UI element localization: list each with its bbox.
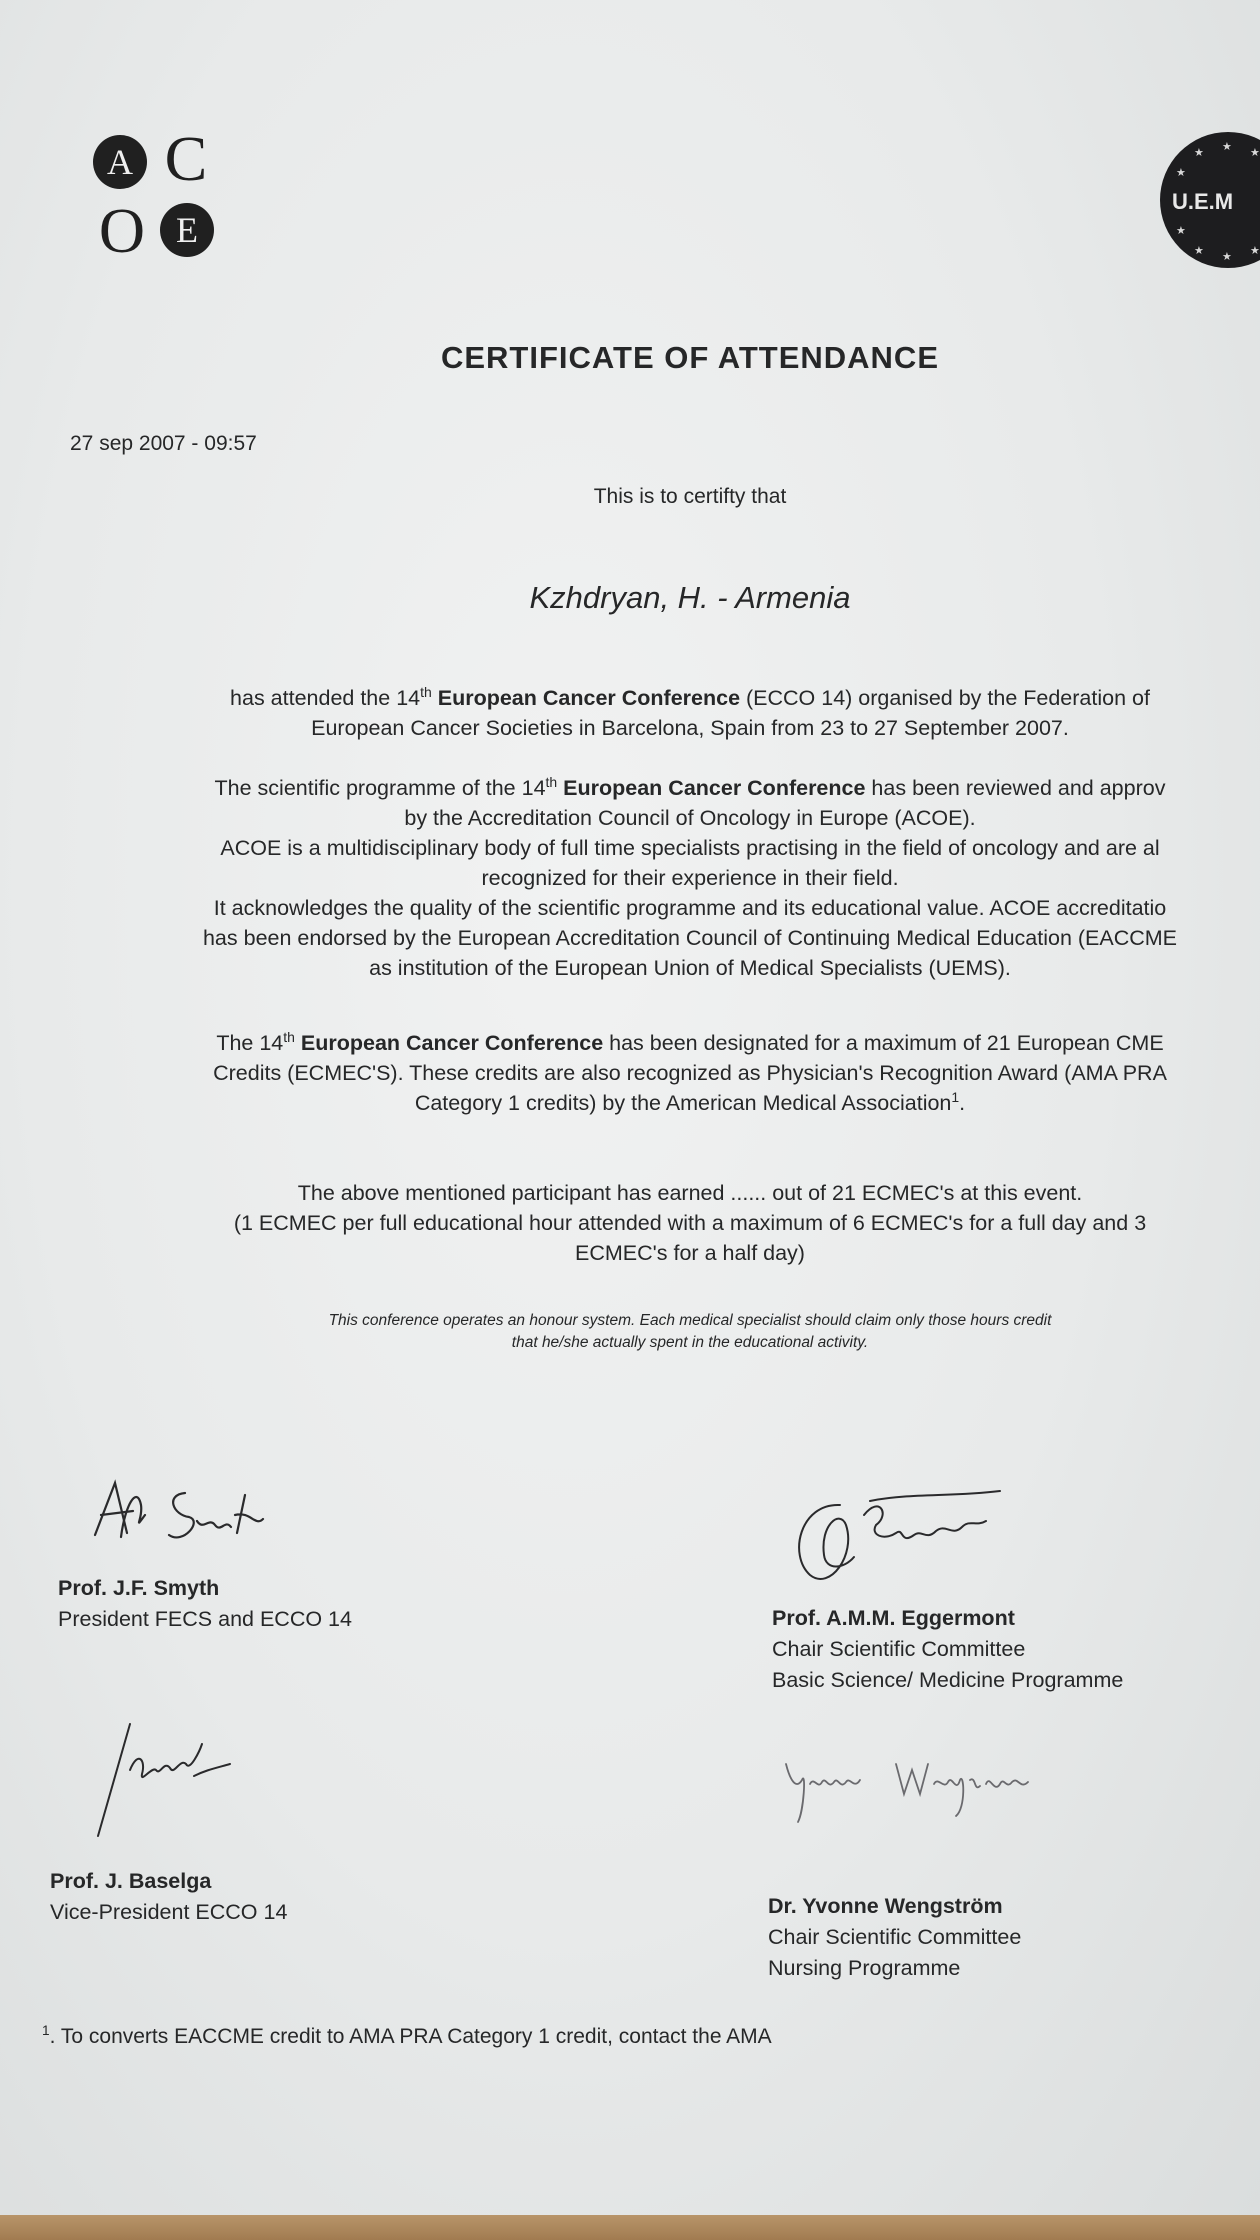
honour-system-note: This conference operates an honour system. Each medical specialist should claim only those hours credit that he/she actually spent in the educational activity.: [328, 1312, 1052, 1351]
wengstrom-signature: [780, 1750, 1040, 1830]
credits-paragraph: The 14th European Cancer Conference has been designated for a maximum of 21 European CME Credits (ECMEC'S). These credits are also recognized as Physician's Recognition Award (AMA PRA Category 1 credits) by the American Medical Association$^1$.: [213, 1028, 1167, 1115]
svg-text:A: A: [107, 142, 133, 182]
svg-text:★: ★: [1250, 146, 1260, 159]
svg-text:★: ★: [1222, 250, 1232, 263]
footnote: $^1$. To converts EACCME credit to AMA PRA Category 1 credit, contact the AMA: [42, 2023, 772, 2048]
svg-text:★: ★: [1176, 166, 1186, 179]
svg-text:★: ★: [1250, 244, 1260, 257]
svg-text:C: C: [164, 130, 208, 194]
smyth-signature: [85, 1475, 285, 1555]
signer-baselga: Prof. J. Baselga Vice-President ECCO 14: [50, 1869, 288, 1924]
signer-smyth: Prof. J.F. Smyth President FECS and ECCO 14: [58, 1576, 352, 1631]
svg-text:★: ★: [1194, 244, 1204, 257]
certify-intro: This is to certifty that: [593, 485, 787, 508]
eggermont-signature: [780, 1485, 1010, 1595]
svg-text:★: ★: [1176, 224, 1186, 237]
baselga-signature: [90, 1720, 260, 1840]
signer-wengstrom: Dr. Yvonne Wengström Chair Scientific Committee Nursing Programme: [768, 1894, 1022, 1980]
svg-text:O: O: [98, 195, 146, 260]
earned-credits-paragraph: The above mentioned participant has earned ...... out of 21 ECMEC's at this event. (1 ECMEC per full educational hour attended with a maximum of 6 ECMEC's for a full day and 3 ECMEC's for a half day): [233, 1181, 1147, 1265]
acoe-logo: [88, 130, 228, 260]
svg-text:E: E: [176, 210, 198, 250]
uems-logo: [1158, 130, 1260, 270]
accreditation-paragraph: The scientific programme of the 14th European Cancer Conference has been reviewed and approv by the Accreditation Council of Oncology in Europe (ACOE). ACOE is a multidisciplinary body of full time specialists practising in the field of oncology and are al recognized for their experience in their field. It acknowledges the quality of the scientific programme and its educational value. ACOE accreditatio has been endorsed by the European Accreditation Council of Continuing Medical Education (EACCME as institution of the European Union of Medical Specialists (UEMS).: [202, 773, 1178, 980]
participant-name: Kzhdryan, H. - Armenia: [529, 580, 851, 615]
svg-text:★: ★: [1194, 146, 1204, 159]
certificate-title: CERTIFICATE OF ATTENDANCE: [440, 340, 939, 375]
attendance-paragraph: has attended the 14th European Cancer Conference (ECCO 14) organised by the Federation of European Cancer Societies in Barcelona, Spain from 23 to 27 September 2007.: [230, 683, 1150, 740]
issue-date: 27 sep 2007 - 09:57: [70, 432, 257, 455]
svg-text:★: ★: [1222, 140, 1232, 153]
signer-eggermont: Prof. A.M.M. Eggermont Chair Scientific Committee Basic Science/ Medicine Programme: [772, 1606, 1124, 1692]
picture-frame-edge: [0, 2215, 1260, 2240]
svg-text:U.E.M: U.E.M: [1172, 189, 1234, 214]
